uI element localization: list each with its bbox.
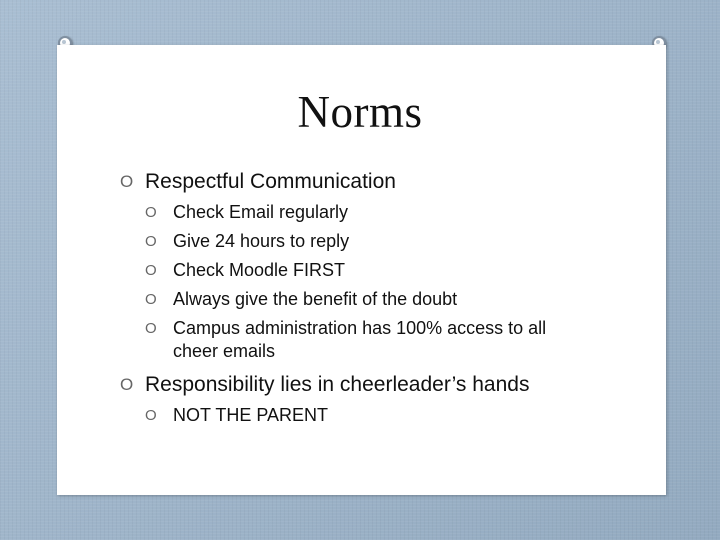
sub-bullet-item: [145, 314, 660, 363]
bullet-o-icon: O: [145, 262, 157, 279]
sub-bullet-text: Check Email regularly: [173, 202, 349, 222]
bullet-o-icon: O: [145, 407, 157, 424]
sub-bullet-item: [145, 401, 660, 430]
sub-bullet-text: Check Moodle FIRST: [173, 260, 346, 280]
slide-title: Norms: [297, 87, 423, 137]
sub-bullet-item: [145, 285, 660, 314]
bullet-o-icon: O: [145, 291, 157, 308]
sub-bullet-text: Campus administration has 100% access to all cheer emails: [173, 318, 547, 361]
bullet-o-icon: O: [145, 233, 157, 250]
bullet-responsibility: [120, 369, 660, 401]
bullet-o-icon: O: [120, 172, 134, 191]
sub-bullet-text: NOT THE PARENT: [173, 405, 329, 425]
bullet-o-icon: O: [120, 375, 134, 394]
sub-bullet-text: Give 24 hours to reply: [173, 231, 350, 251]
sub-bullet-item: [145, 227, 660, 256]
slide-content: [120, 166, 660, 430]
sub-bullet-item: [145, 256, 660, 285]
bullet-o-icon: O: [145, 204, 157, 221]
section-heading: Responsibility lies in cheerleader’s hands: [145, 373, 530, 396]
bullet-o-icon: O: [145, 320, 157, 337]
sub-bullet-item: [145, 198, 660, 227]
section-heading: Respectful Communication: [145, 170, 396, 193]
sub-bullet-text: Always give the benefit of the doubt: [173, 289, 458, 309]
bullet-respectful-communication: [120, 166, 660, 198]
